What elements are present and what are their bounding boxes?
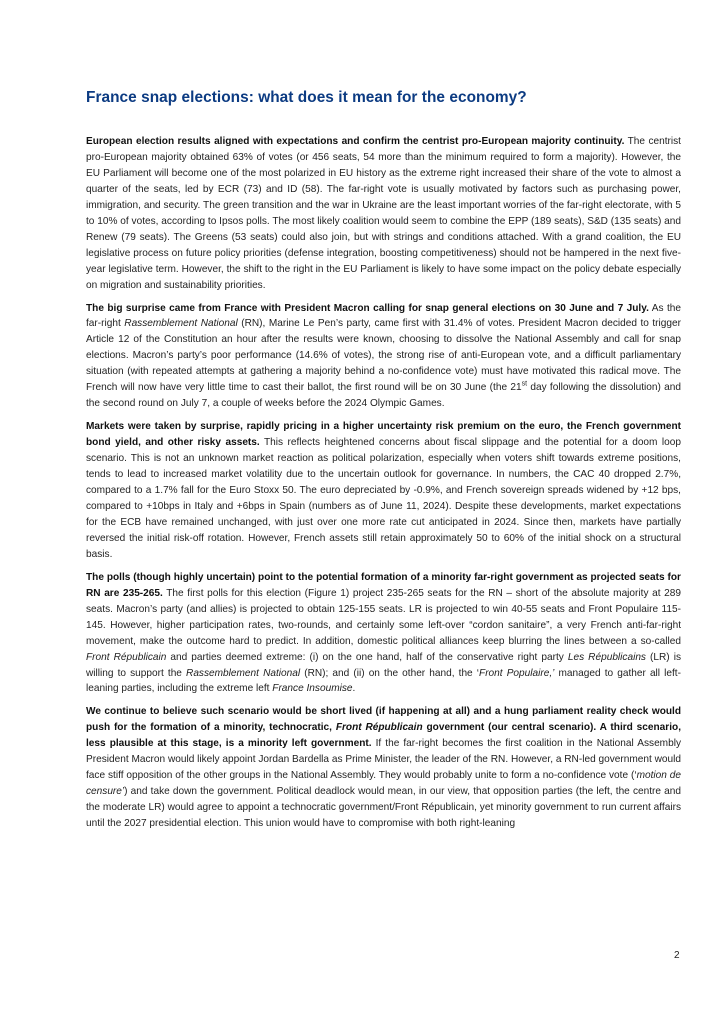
paragraph-text: ) and take down the government. Political deadlock would mean, in our view, that opposition parties (the left, the centre and the moderate LR) would agree to appoint a technocratic government/Front Républicain, yet minority government to run current affairs until the 2027 presidential election. This union would have to compromise with both right-leaning <box>86 786 681 830</box>
party-name: Front Républicain <box>86 651 167 663</box>
page-title: France snap elections: what does it mean for the economy? <box>86 89 527 106</box>
party-name: Rassemblement National <box>186 667 301 679</box>
paragraph-text: (RN); and (ii) on the other hand, the ‘ <box>300 667 480 679</box>
paragraph-lead: The polls (though highly uncertain) point to the potential formation of a minority far-right government as projected seats for RN are 235-265. <box>86 571 681 599</box>
paragraph-france-surprise <box>86 301 681 413</box>
paragraph-lead: Markets were taken by surprise, rapidly pricing in a higher uncertainty risk premium on the euro, the French government bond yield, and other risky assets. <box>86 421 681 449</box>
paragraph-text: This reflects heightened concerns about fiscal slippage and the potential for a doom loop scenario. This is not an unknown market reaction as political polarization, especially when voters shift towards extreme positions, tends to lead to increased market volatility due to the uncertain outlook for governance. In numbers, the CAC 40 dropped 2.7%, compared to a 1.7% fall for the Euro Stoxx 50. The euro depreciated by -0.9%, and French sovereign spreads widened by +12 bps, compared to +10bps in Italy and +6bps in Spain (numbers as of June 11, 2024). Despite these developments, market expectations for the ECB have remained unchanged, with just over one more rate cut anticipated in 2024. Since then, markets have partially reversed the initial risk-off rotation. However, French assets still retain approximately 50 to 60% of the initial shock on a structural basis. <box>86 437 681 560</box>
french-term: motion de censure’ <box>86 770 681 798</box>
party-name: Front Populaire,’ <box>479 667 555 679</box>
paragraph-text: The first polls for this election (Figure 1) project 235-265 seats for the RN – short of the absolute majority at 289 seats. Macron’s party (and allies) is projected to obtain 125-155 seats. LR is projected to win 40-55 seats and Front Populaire 115-145. However, higher participation rates, two-rounds, and certainly some left-over “cordon sanitaire”, a very French anti-far-right movement, make the outcome hard to predict. In addition, domestic political alliances keep blurring the lines between a so-called <box>86 587 681 647</box>
paragraph-text: managed to gather all left-leaning parties, including the extreme left <box>86 667 681 695</box>
paragraph-lead: We continue to believe such scenario would be short lived (if happening at all) and a hung parliament reality check would push for the formation of a minority, technocratic, <box>86 706 681 734</box>
party-name: France Insoumise <box>272 683 353 695</box>
paragraph-text: . <box>352 683 356 695</box>
paragraph-text: If the far-right becomes the first coalition in the National Assembly President Macron would likely appoint Jordan Bardella as Prime Minister, the leader of the RN. However, a RN-led government would face stiff opposition of the other groups in the National Assembly. They would probably unite to form a no-confidence vote (‘ <box>86 738 681 782</box>
paragraph-text: The centrist pro-European majority obtained 63% of votes (or 456 seats, 54 more than the minimum required to form a majority). However, the EU Parliament will become one of the most polarized in EU history as the extreme right increased their share of the vote to almost a quarter of the seats, led by ECR (73) and ID (58). The far-right vote is usually motivated by factors such as purchasing power, immigration, and security. The green transition and the war in Ukraine are the least important worries of the far-right electorate, with 5 to 10% of votes, according to Ipsos polls. The most likely coalition would seem to combine the EPP (189 seats), S&D (135 seats) and Renew (79 seats). The Greens (53 seats) could also join, but with strings and conditions attached. With a grand coalition, the EU legislative process on future policy priorities (defense integration, boosting competitiveness) should not be hampered in the next five-year legislative term. However, the shift to the right in the EU Parliament is likely to have some impact on the policy debate especially on migration and sustainability priorities. <box>86 136 681 291</box>
paragraph-text: As the far-right <box>86 302 681 330</box>
paragraph-lead: European election results aligned with expectations and confirm the centrist pro-European majority continuity. <box>86 136 625 147</box>
paragraph-scenarios <box>86 704 681 832</box>
party-name: Front Républicain <box>335 722 423 734</box>
page-number: 2 <box>674 950 680 961</box>
paragraph-text: (RN), Marine Le Pen’s party, came first with 31.4% of votes. President Macron decided to trigger Article 12 of the Constitution an hour after the results were known, choosing to dissolve the National Assembly and call for snap elections. Macron’s party’s poor performance (14.6% of votes), the strong rise of anti-European vote, and a difficult parliamentary situation (with repeated attempts at gathering a majority behind a no-confidence vote) must have motivated this radical move. The French will now have very little time to cast their ballot, the first round will be on 30 June (the 21 <box>86 318 681 394</box>
paragraph-eu-election <box>86 134 681 294</box>
paragraph-text: (LR) is willing to support the <box>86 651 682 679</box>
paragraph-lead: government (our central scenario). A third scenario, less plausible at this stage, is a minority left government. <box>86 722 682 750</box>
paragraph-markets <box>86 419 681 563</box>
paragraph-text: day following the dissolution) and the second round on July 7, a couple of weeks before the 2024 Olympic Games. <box>86 382 682 410</box>
paragraph-text: and parties deemed extreme: (i) on the one hand, half of the conservative right party <box>166 651 568 663</box>
ordinal-suffix: st <box>521 380 528 388</box>
paragraph-lead: The big surprise came from France with President Macron calling for snap general elections on 30 June and 7 July. <box>86 302 649 314</box>
article-body <box>86 134 681 839</box>
paragraph-polls <box>86 570 681 698</box>
party-name: Rassemblement National <box>124 318 238 330</box>
party-name: Les Républicains <box>567 651 646 663</box>
